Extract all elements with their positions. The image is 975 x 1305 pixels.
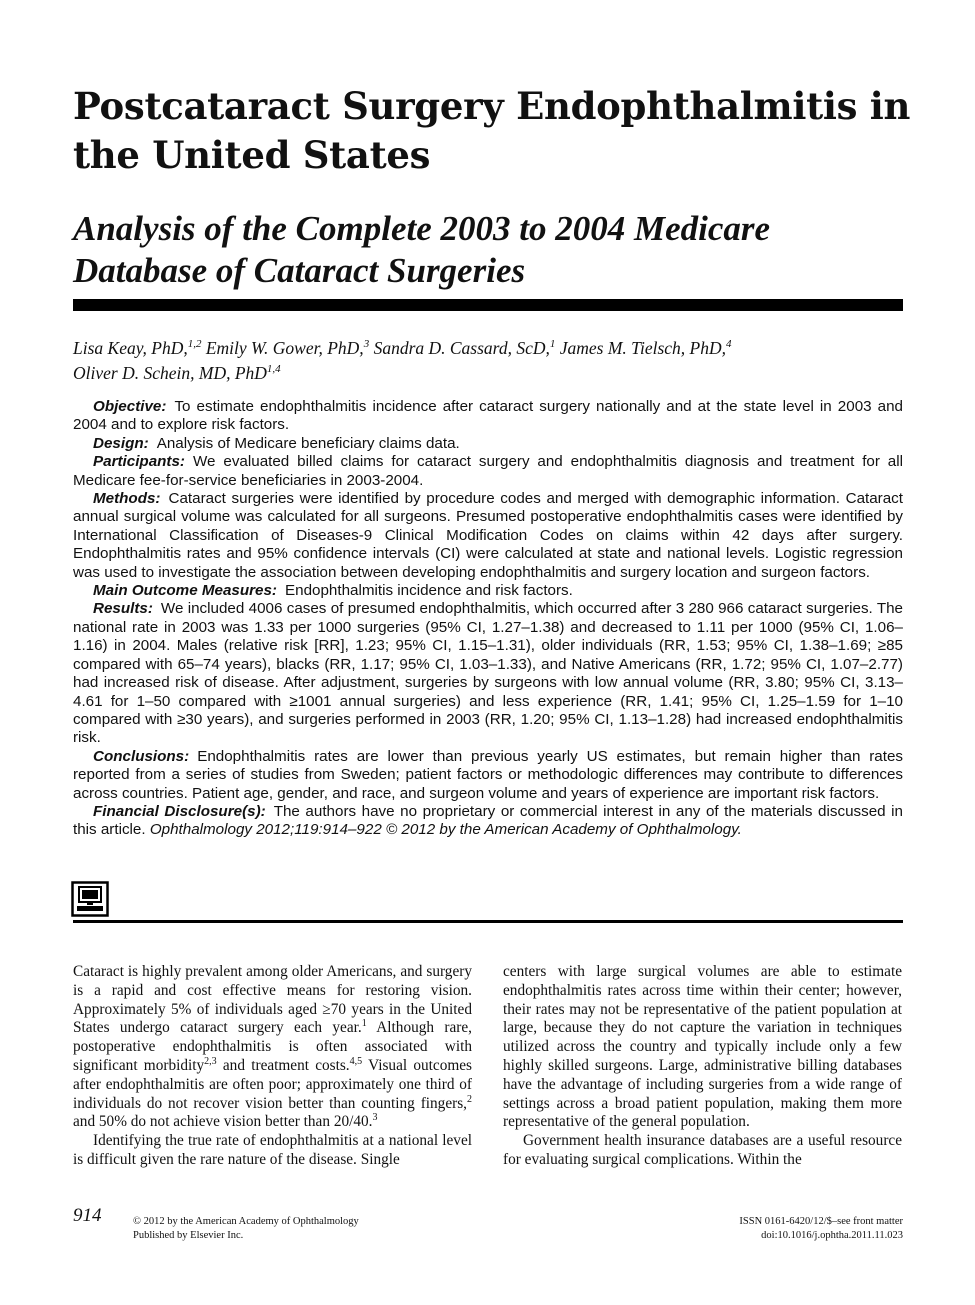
abstract-label: Main Outcome Measures: — [93, 582, 277, 600]
abstract-label: Financial Disclosure(s): — [93, 802, 266, 820]
text-segment: Visual outcomes after endophthalmitis are often poor; approximately one third of individuals do not recover vision better than counting fingers, — [73, 1056, 472, 1112]
abstract-section — [73, 748, 903, 803]
body-paragraph-4: Government health insurance databases are a useful resource for evaluating surgical complications. Within the — [503, 1132, 902, 1168]
copyright-line: © 2012 by the American Academy of Ophthalmology — [133, 1216, 359, 1227]
abstract-section — [73, 490, 903, 582]
footer-publisher-block — [133, 1215, 359, 1243]
author — [206, 338, 369, 358]
abstract-section — [73, 435, 903, 453]
text-segment: Cataract is highly prevalent among older Americans, and surgery is a rapid and cost effective means for restoring vision. Approximately 5% of individuals aged ≥70 years in the United States undergo cataract surgery each year. — [73, 963, 472, 1037]
author-name: Sandra D. Cassard, ScD, — [373, 337, 550, 358]
author-affiliation: 3 — [363, 338, 370, 350]
author-name: James M. Tielsch, PhD, — [559, 337, 726, 358]
article-title: Postcataract Surgery Endophthalmitis in the United States — [73, 84, 911, 177]
abstract-label: Conclusions: — [93, 747, 190, 765]
computer-monitor-icon — [71, 881, 109, 917]
abstract-text: Endophthalmitis incidence and risk factors. — [285, 582, 573, 600]
text-segment: and 50% do not achieve vision better than 20/40. — [73, 1113, 373, 1131]
abstract-label: Participants: — [93, 453, 185, 471]
abstract-text: To estimate endophthalmitis incidence after cataract surgery nationally and at the state level in 2003 and 2004 and to explore risk factors. — [73, 398, 903, 434]
author-affiliation: 1,4 — [266, 362, 281, 375]
abstract-text: We included 4006 cases of presumed endophthalmitis, which occurred after 3 280 966 cataract surgeries. The national rate in 2003 was 1.33 per 1000 surgeries (95% CI, 1.27–1.38) and decreased to 1.11 per 1000 (95% CI, 1.06–1.16) in 2004. Males (relative risk [RR], 1.23; 95% CI, 1.15–1.31), older individuals (RR, 1.53; 95% CI, 1.38–1.69; ≥85 compared with 65–74 years), blacks (RR, 1.17; 95% CI, 1.03–1.33), and Native Americans (RR, 1.72; 95% CI, 1.07–2.77) had increased risk of disease. After adjustment, surgeries by surgeons with low annual volume (RR, 3.80; 95% CI, 3.13–4.61 for 1–50 compared with ≥1001 annual surgeries) and less experience (RR, 1.41; 95% CI, 1.25–1.59 for 1–10 compared with ≥30 years), and surgeries performed in 2003 (RR, 1.20; 95% CI, 1.13–1.28) had increased endophthalmitis risk. — [73, 600, 903, 747]
footer-identifier-block — [739, 1215, 903, 1243]
body-column-left — [73, 963, 472, 1170]
author-name: Lisa Keay, PhD, — [73, 337, 188, 358]
author-affiliation: 4 — [725, 338, 732, 350]
title-divider — [73, 299, 903, 311]
author-affiliation: 1,2 — [187, 338, 202, 350]
body-paragraph-2: Identifying the true rate of endophthalmitis at a national level is difficult given the rare nature of the disease. Single — [73, 1132, 472, 1168]
doi-link[interactable]: doi:10.1016/j.ophtha.2011.11.023 — [761, 1230, 903, 1241]
abstract-divider — [73, 920, 903, 923]
author — [73, 338, 201, 358]
abstract-text: Analysis of Medicare beneficiary claims data. — [156, 434, 460, 452]
abstract-section — [73, 582, 903, 600]
abstract-label: Design: — [93, 434, 149, 452]
author — [560, 338, 732, 358]
author-name: Emily W. Gower, PhD, — [205, 337, 364, 358]
author — [73, 363, 281, 383]
author-name: Oliver D. Schein, MD, PhD — [73, 362, 267, 383]
reference-marker[interactable]: 3 — [372, 1112, 378, 1124]
abstract-text: The authors have no proprietary or commercial interest in any of the materials discussed in this article. — [73, 802, 903, 839]
author — [374, 338, 556, 358]
author-list — [73, 334, 903, 384]
abstract-label: Results: — [93, 600, 153, 618]
abstract-section — [73, 803, 903, 840]
reference-marker[interactable]: 2 — [467, 1093, 472, 1105]
reference-marker[interactable]: 1 — [361, 1018, 367, 1030]
abstract — [73, 398, 903, 840]
journal-citation: Ophthalmology 2012;119:914–922 © 2012 by the American Academy of Ophthalmology. — [149, 821, 742, 839]
article-subtitle: Analysis of the Complete 2003 to 2004 Medicare Database of Cataract Surgeries — [73, 209, 771, 290]
body-paragraph-3: centers with large surgical volumes are able to estimate endophthalmitis rates across time within their center; however, their rates may not be representative of the patient population at large, because they do not capture the variation in techniques utilized across the country and typically include only a few highly skilled surgeons. Large, administrative billing databases have the advantage of including surgeries from a wide range of settings across a broad patient population, making them more representative of the general population. — [503, 963, 902, 1131]
reference-marker[interactable]: 4,5 — [349, 1055, 363, 1067]
text-segment: and treatment costs. — [216, 1056, 350, 1074]
text-segment: Although rare, postoperative endophthalmitis is often associated with significant morbidity — [73, 1019, 473, 1074]
abstract-section — [73, 398, 903, 435]
reference-marker[interactable]: 2,3 — [204, 1055, 217, 1067]
abstract-label: Objective: — [93, 398, 167, 415]
publisher-line: Published by Elsevier Inc. — [133, 1230, 244, 1241]
abstract-section — [73, 453, 903, 490]
body-paragraph-1 — [73, 963, 472, 1132]
page-number: 914 — [73, 1205, 102, 1226]
abstract-text: Endophthalmitis rates are lower than previous yearly US estimates, but remain higher than rates reported from a series of studies from Sweden; patient factors or methodologic differences may contribute to differences across countries. Patient age, gender, and race, and surgeon volume and years of experience are important risk factors. — [73, 747, 903, 802]
body-column-right — [503, 963, 902, 1170]
abstract-text: Cataract surgeries were identified by procedure codes and merged with demographic information. Cataract annual surgical volume was calculated for all surgeons. Presumed postoperative endophthalmitis cases were identified by International Classification of Diseases-9 Clinical Modification Codes on claims within 42 days after surgery. Endophthalmitis rates and 95% confidence intervals (CI) were calculated at state and national levels. Logistic regression was used to investigate the association between developing endophthalmitis and surgery location and surgeon factors. — [73, 490, 903, 581]
issn-line: ISSN 0161-6420/12/$–see front matter — [739, 1216, 903, 1227]
abstract-text: We evaluated billed claims for cataract surgery and endophthalmitis diagnosis and treatment for all Medicare fee-for-service beneficiaries in 2003-2004. — [73, 453, 903, 489]
abstract-label: Methods: — [93, 490, 161, 508]
author-affiliation: 1 — [549, 338, 556, 350]
abstract-section — [73, 600, 903, 747]
page-footer — [73, 1205, 903, 1251]
